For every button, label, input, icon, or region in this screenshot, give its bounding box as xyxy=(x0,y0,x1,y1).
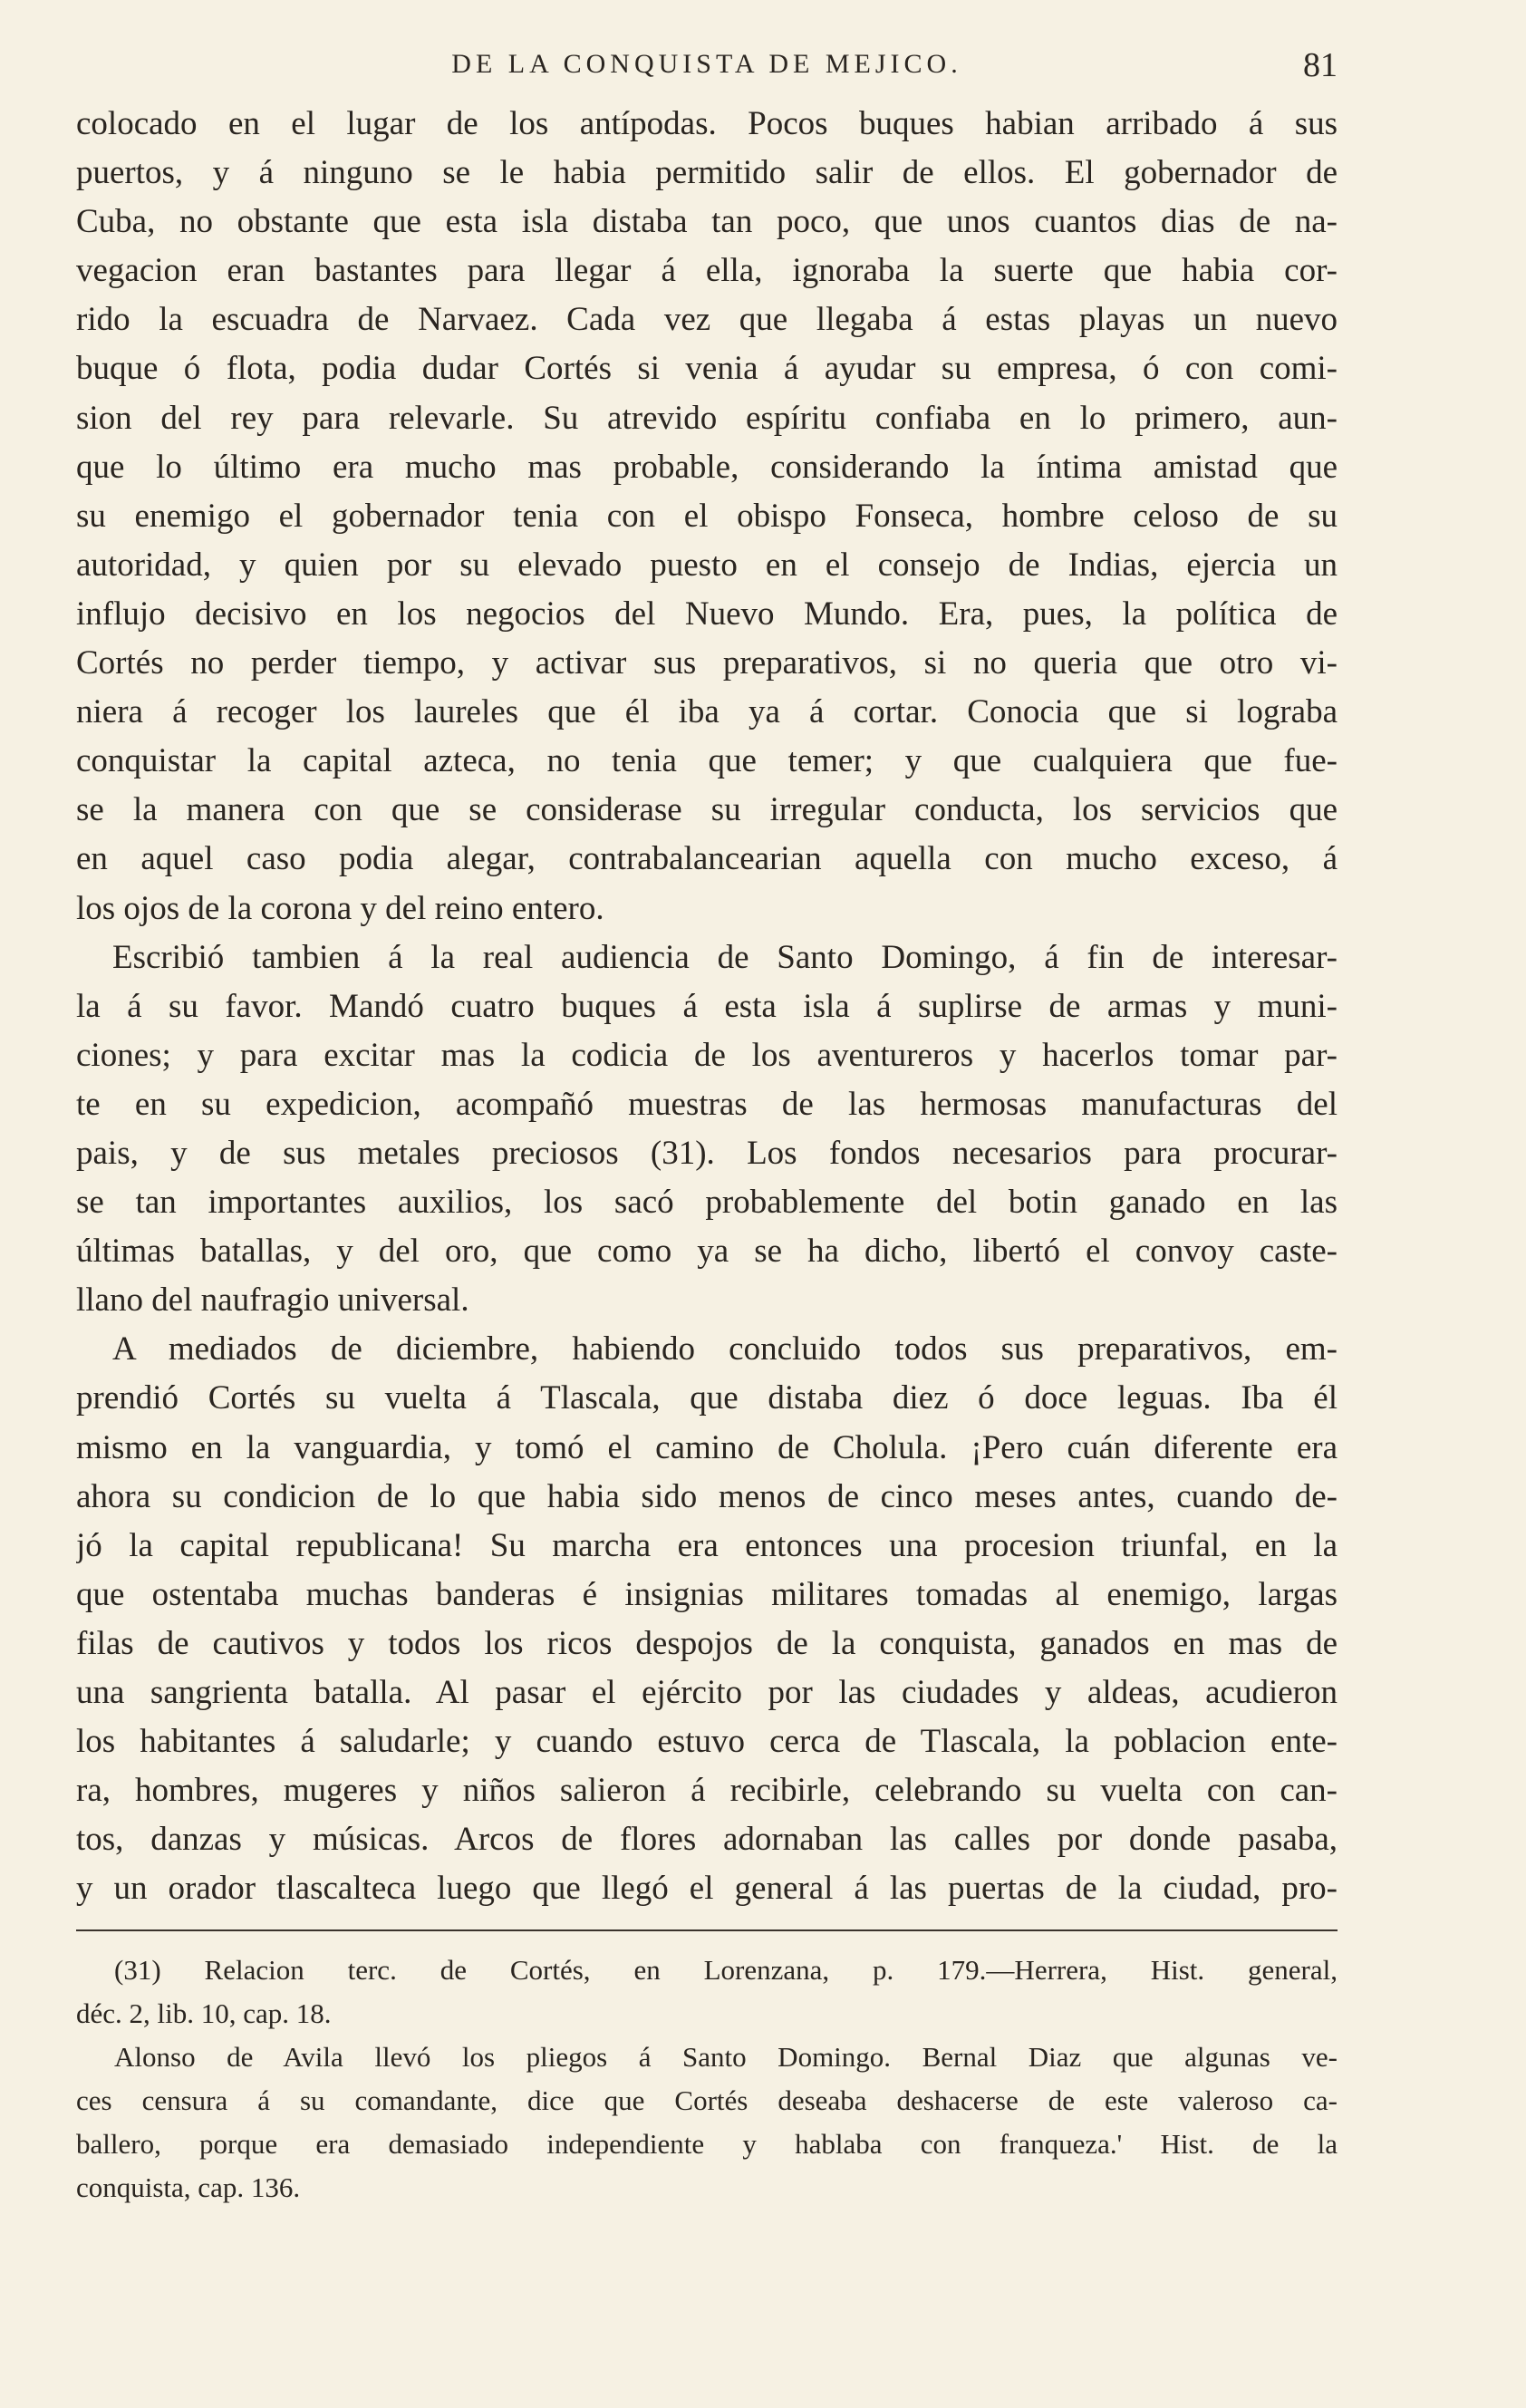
body-line: niera á recoger los laureles que él iba ya á cortar. Conocia que si lograba xyxy=(76,693,1338,731)
footnote-line: Alonso de Avila llevó los pliegos á Santo Domingo. Bernal Diaz que algunas ve- xyxy=(114,2041,1338,2073)
body-line: Cortés no perder tiempo, y activar sus preparativos, si no queria que otro vi- xyxy=(76,644,1338,682)
body-line: tos, danzas y músicas. Arcos de flores adornaban las calles por donde pasaba, xyxy=(76,1821,1338,1859)
body-line: jó la capital republicana! Su marcha era entonces una procesion triunfal, en la xyxy=(76,1526,1338,1564)
body-line: últimas batallas, y del oro, que como ya se ha dicho, libertó el convoy caste- xyxy=(76,1233,1338,1271)
body-line: te en su expedicion, acompañó muestras de las hermosas manufacturas del xyxy=(76,1085,1338,1123)
body-line: sion del rey para relevarle. Su atrevido espíritu confiaba en lo primero, aun- xyxy=(76,399,1338,437)
body-line: influjo decisivo en los negocios del Nuevo Mundo. Era, pues, la política de xyxy=(76,595,1338,633)
body-line: en aquel caso podia alegar, contrabalancearian aquella con mucho exceso, á xyxy=(76,840,1338,878)
body-line: A mediados de diciembre, habiendo concluido todos sus preparativos, em- xyxy=(112,1330,1338,1368)
body-line: se la manera con que se considerase su irregular conducta, los servicios que xyxy=(76,791,1338,829)
body-line: que ostentaba muchas banderas é insignias militares tomadas al enemigo, largas xyxy=(76,1575,1338,1613)
body-line: pais, y de sus metales preciosos (31). Los fondos necesarios para procurar- xyxy=(76,1134,1338,1172)
body-line: colocado en el lugar de los antípodas. Pocos buques habian arribado á sus xyxy=(76,105,1338,142)
running-title: DE LA CONQUISTA DE MEJICO. xyxy=(451,49,962,79)
body-line: se tan importantes auxilios, los sacó probablemente del botin ganado en las xyxy=(76,1184,1338,1222)
body-line: Escribió tambien á la real audiencia de Santo Domingo, á fin de interesar- xyxy=(112,938,1338,976)
body-line: Cuba, no obstante que esta isla distaba tan poco, que unos cuantos dias de na- xyxy=(76,203,1338,241)
body-line: y un orador tlascalteca luego que llegó el general á las puertas de la ciudad, pro- xyxy=(76,1870,1338,1908)
body-line: ra, hombres, mugeres y niños salieron á recibirle, celebrando su vuelta con can- xyxy=(76,1772,1338,1810)
body-line: los ojos de la corona y del reino entero. xyxy=(76,889,604,927)
footnote-line: déc. 2, lib. 10, cap. 18. xyxy=(76,1997,332,2029)
footnote-line: ces censura á su comandante, dice que Cortés deseaba deshacerse de este valeroso ca- xyxy=(76,2084,1338,2116)
page-number: 81 xyxy=(1303,46,1338,84)
footnote-divider xyxy=(76,1929,1338,1931)
footnote-line: ballero, porque era demasiado independiente y hablaba con franqueza.' Hist. de la xyxy=(76,2128,1338,2160)
body-line: filas de cautivos y todos los ricos despojos de la conquista, ganados en mas de xyxy=(76,1624,1338,1662)
body-line: rido la escuadra de Narvaez. Cada vez que llegaba á estas playas un nuevo xyxy=(76,301,1338,339)
body-line: conquistar la capital azteca, no tenia que temer; y que cualquiera que fue- xyxy=(76,742,1338,780)
body-line: buque ó flota, podia dudar Cortés si venia á ayudar su empresa, ó con comi- xyxy=(76,350,1338,388)
body-line: su enemigo el gobernador tenia con el obispo Fonseca, hombre celoso de su xyxy=(76,497,1338,535)
body-line: que lo último era mucho mas probable, considerando la íntima amistad que xyxy=(76,448,1338,486)
body-line: ahora su condicion de lo que habia sido menos de cinco meses antes, cuando de- xyxy=(76,1477,1338,1515)
body-line: prendió Cortés su vuelta á Tlascala, que distaba diez ó doce leguas. Iba él xyxy=(76,1379,1338,1417)
body-line: la á su favor. Mandó cuatro buques á esta isla á suplirse de armas y muni- xyxy=(76,987,1338,1025)
main-text xyxy=(76,100,1338,1913)
body-line: puertos, y á ninguno se le habia permitido salir de ellos. El gobernador de xyxy=(76,154,1338,192)
body-line: ciones; y para excitar mas la codicia de los aventureros y hacerlos tomar par- xyxy=(76,1036,1338,1074)
body-line: autoridad, y quien por su elevado puesto en el consejo de Indias, ejercia un xyxy=(76,546,1338,584)
footnote-line: (31) Relacion terc. de Cortés, en Lorenzana, p. 179.—Herrera, Hist. general, xyxy=(114,1954,1338,1986)
body-line: una sangrienta batalla. Al pasar el ejército por las ciudades y aldeas, acudieron xyxy=(76,1674,1338,1711)
body-line: los habitantes á saludarle; y cuando estuvo cerca de Tlascala, la poblacion ente- xyxy=(76,1723,1338,1761)
body-line: vegacion eran bastantes para llegar á ella, ignoraba la suerte que habia cor- xyxy=(76,252,1338,290)
footnotes xyxy=(76,1949,1338,2210)
body-line: llano del naufragio universal. xyxy=(76,1281,469,1320)
body-line: mismo en la vanguardia, y tomó el camino de Cholula. ¡Pero cuán diferente era xyxy=(76,1428,1338,1466)
running-head xyxy=(76,45,1338,100)
footnote-line: conquista, cap. 136. xyxy=(76,2171,301,2203)
